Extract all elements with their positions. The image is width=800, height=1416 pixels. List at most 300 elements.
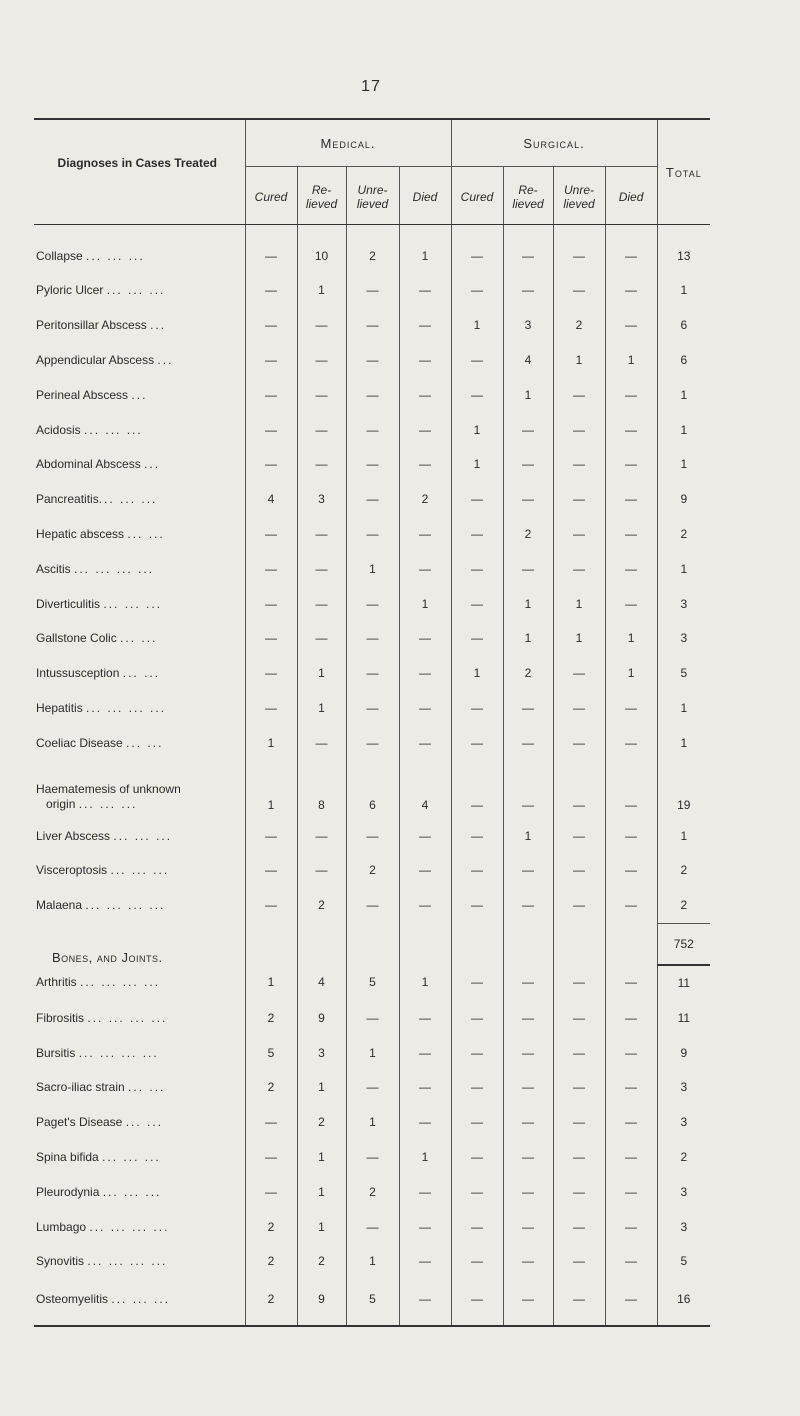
cell: 2 <box>245 1244 297 1279</box>
cell: — <box>605 551 657 586</box>
table-row <box>34 656 710 691</box>
table-row <box>34 760 710 818</box>
cell: — <box>503 1279 553 1326</box>
cell: — <box>245 691 297 726</box>
cell: 5 <box>346 965 399 1001</box>
table-row <box>34 551 710 586</box>
cell: — <box>605 1140 657 1175</box>
cell: — <box>451 1035 503 1070</box>
table-row <box>34 225 710 274</box>
cell: 6 <box>346 760 399 818</box>
blank-cell <box>245 923 297 965</box>
cell: — <box>297 412 346 447</box>
cell: — <box>346 888 399 923</box>
cell: — <box>605 482 657 517</box>
cell: 5 <box>245 1035 297 1070</box>
table-row <box>34 1070 710 1105</box>
cell: — <box>503 965 553 1001</box>
diagnosis-label: Pleurodynia ... ... ... <box>36 1184 162 1199</box>
cell: — <box>451 965 503 1001</box>
table-row <box>34 412 710 447</box>
diagnosis-label: Lumbago ... ... ... ... <box>36 1219 170 1234</box>
cell: — <box>605 760 657 818</box>
cell: — <box>451 1105 503 1140</box>
cell: — <box>346 621 399 656</box>
surgical-relieved-header: Re- lieved <box>503 167 553 225</box>
total-cell: 3 <box>657 1105 710 1140</box>
total-header: Total <box>657 119 710 225</box>
cell: — <box>553 1070 605 1105</box>
cell: 3 <box>297 482 346 517</box>
cell: 1 <box>245 725 297 760</box>
cell: — <box>399 1000 451 1035</box>
cell: — <box>553 517 605 552</box>
cell: — <box>503 1244 553 1279</box>
cell: — <box>346 343 399 378</box>
cell: — <box>346 377 399 412</box>
total-cell: 3 <box>657 621 710 656</box>
diagnosis-label: Bursitis ... ... ... ... <box>36 1045 159 1060</box>
cell: — <box>605 1244 657 1279</box>
diagnosis-label: Perineal Abscess ... <box>36 387 148 402</box>
cell: — <box>553 760 605 818</box>
cell: 5 <box>346 1279 399 1326</box>
cell: — <box>245 888 297 923</box>
cell: — <box>399 1070 451 1105</box>
cell: — <box>245 586 297 621</box>
diagnosis-label: Pyloric Ulcer ... ... ... <box>36 283 166 298</box>
table-row <box>34 517 710 552</box>
diagnosis-label: Spina bifida ... ... ... <box>36 1149 161 1164</box>
cell: 2 <box>297 1244 346 1279</box>
table-row <box>34 725 710 760</box>
diagnosis-label: Visceroptosis ... ... ... <box>36 863 170 878</box>
cell: — <box>399 656 451 691</box>
cell: — <box>553 1000 605 1035</box>
total-cell: 9 <box>657 1035 710 1070</box>
cell: — <box>503 1035 553 1070</box>
cell: — <box>399 1035 451 1070</box>
cell: — <box>346 517 399 552</box>
cell: 4 <box>503 343 553 378</box>
diagnosis-label: Collapse ... ... ... <box>36 249 145 263</box>
diagnosis-label: Liver Abscess ... ... ... <box>36 828 173 843</box>
cell: 1 <box>399 586 451 621</box>
total-cell: 6 <box>657 308 710 343</box>
cell: — <box>553 447 605 482</box>
cell: 9 <box>297 1000 346 1035</box>
total-cell: 3 <box>657 1209 710 1244</box>
section-title: Bones, and Joints. <box>52 949 163 965</box>
cell: 2 <box>245 1000 297 1035</box>
cell: — <box>503 725 553 760</box>
medical-unrelieved-header: Unre- lieved <box>346 167 399 225</box>
cell: — <box>346 586 399 621</box>
cell: — <box>553 818 605 853</box>
cell: — <box>605 1035 657 1070</box>
blank-cell <box>605 923 657 965</box>
cell: 1 <box>399 1140 451 1175</box>
cell: 3 <box>503 308 553 343</box>
cell: 2 <box>399 482 451 517</box>
cell: — <box>245 1140 297 1175</box>
cell: — <box>399 853 451 888</box>
cell: — <box>245 273 297 308</box>
cell: — <box>605 1279 657 1326</box>
section-row <box>34 923 710 965</box>
cell: 1 <box>605 656 657 691</box>
cell: — <box>245 1174 297 1209</box>
cell: — <box>346 656 399 691</box>
cell: 2 <box>346 853 399 888</box>
cell: — <box>503 1209 553 1244</box>
cell: — <box>503 691 553 726</box>
surgical-unrelieved-header: Unre- lieved <box>553 167 605 225</box>
cell: — <box>605 965 657 1001</box>
table-row <box>34 1000 710 1035</box>
cell: — <box>399 888 451 923</box>
cell: — <box>553 853 605 888</box>
cell: — <box>297 377 346 412</box>
cell: — <box>503 853 553 888</box>
cell: — <box>297 517 346 552</box>
diagnosis-label: Pancreatitis... ... ... <box>36 492 158 507</box>
cell: — <box>553 273 605 308</box>
cell: 2 <box>245 1279 297 1326</box>
medical-relieved-header: Re- lieved <box>297 167 346 225</box>
cell: 2 <box>245 1209 297 1244</box>
cell: — <box>297 308 346 343</box>
diagnosis-label: Acidosis ... ... ... <box>36 422 143 437</box>
cell: — <box>605 412 657 447</box>
cell: — <box>245 656 297 691</box>
cell: 1 <box>297 691 346 726</box>
cell: — <box>399 725 451 760</box>
table-row <box>34 691 710 726</box>
cell: — <box>346 1209 399 1244</box>
total-cell: 1 <box>657 725 710 760</box>
cell: — <box>605 1000 657 1035</box>
total-cell: 3 <box>657 586 710 621</box>
cell: 1 <box>451 308 503 343</box>
table-row <box>34 1174 710 1209</box>
cell: — <box>553 965 605 1001</box>
cell: 2 <box>503 517 553 552</box>
total-cell: 2 <box>657 888 710 923</box>
cell: — <box>245 225 297 274</box>
cell: — <box>503 273 553 308</box>
cell: — <box>297 343 346 378</box>
total-cell: 3 <box>657 1070 710 1105</box>
diagnosis-label: Synovitis ... ... ... ... <box>36 1254 168 1269</box>
blank-cell <box>451 923 503 965</box>
medical-died-header: Died <box>399 167 451 225</box>
total-cell: 19 <box>657 760 710 818</box>
cell: — <box>451 377 503 412</box>
cell: — <box>451 1070 503 1105</box>
table-row <box>34 965 710 1001</box>
cell: — <box>553 225 605 274</box>
cell: — <box>451 818 503 853</box>
cell: — <box>451 1174 503 1209</box>
diagnosis-label: Malaena ... ... ... ... <box>36 898 166 913</box>
blank-cell <box>503 923 553 965</box>
cell: — <box>297 818 346 853</box>
cell: — <box>605 853 657 888</box>
total-cell: 16 <box>657 1279 710 1326</box>
cell: 1 <box>245 760 297 818</box>
cell: — <box>451 1244 503 1279</box>
cell: — <box>605 377 657 412</box>
cell: 4 <box>297 965 346 1001</box>
cell: — <box>399 517 451 552</box>
cell: — <box>503 1174 553 1209</box>
cell: — <box>451 343 503 378</box>
table-row <box>34 586 710 621</box>
cell: — <box>451 1209 503 1244</box>
cell: — <box>346 447 399 482</box>
table-row <box>34 621 710 656</box>
surgical-died-header: Died <box>605 167 657 225</box>
cell: — <box>553 1209 605 1244</box>
cell: — <box>451 586 503 621</box>
cell: — <box>605 586 657 621</box>
cell: — <box>346 412 399 447</box>
cell: — <box>605 225 657 274</box>
blank-cell <box>399 923 451 965</box>
cell: 1 <box>297 656 346 691</box>
cell: — <box>553 656 605 691</box>
cell: 1 <box>346 1244 399 1279</box>
cell: — <box>553 551 605 586</box>
cell: — <box>553 691 605 726</box>
cell: — <box>605 818 657 853</box>
total-cell: 5 <box>657 1244 710 1279</box>
cell: 1 <box>503 377 553 412</box>
cell: 8 <box>297 760 346 818</box>
cell: — <box>605 1209 657 1244</box>
cell: 1 <box>605 343 657 378</box>
diagnoses-header: Diagnoses in Cases Treated <box>34 119 245 225</box>
diagnosis-label: Fibrositis ... ... ... ... <box>36 1010 168 1025</box>
cell: — <box>451 517 503 552</box>
diagnosis-label: Appendicular Abscess ... <box>36 352 174 367</box>
diagnosis-label: Coeliac Disease ... ... <box>36 735 164 750</box>
cell: 1 <box>503 621 553 656</box>
cell: — <box>245 343 297 378</box>
surgical-cured-header: Cured <box>451 167 503 225</box>
cell: — <box>297 853 346 888</box>
page-number: 17 <box>361 78 381 95</box>
cell: — <box>297 447 346 482</box>
cell: — <box>399 1105 451 1140</box>
cell: — <box>399 447 451 482</box>
cell: — <box>451 760 503 818</box>
table-row <box>34 343 710 378</box>
diagnosis-label: Abdominal Abscess ... <box>36 457 161 472</box>
cell: — <box>503 482 553 517</box>
table-row <box>34 818 710 853</box>
cell: — <box>553 1174 605 1209</box>
cell: — <box>451 1140 503 1175</box>
cell: — <box>399 818 451 853</box>
diagnosis-label: Paget's Disease ... ... <box>36 1115 164 1130</box>
diagnosis-label: Osteomyelitis ... ... ... <box>34 1279 245 1326</box>
cell: — <box>553 412 605 447</box>
cell: 10 <box>297 225 346 274</box>
cell: — <box>297 551 346 586</box>
total-cell: 2 <box>657 1140 710 1175</box>
total-cell: 11 <box>657 965 710 1001</box>
table-row <box>34 853 710 888</box>
cell: — <box>605 1174 657 1209</box>
cell: — <box>605 691 657 726</box>
total-cell: 13 <box>657 225 710 274</box>
cell: 2 <box>553 308 605 343</box>
cell: — <box>451 621 503 656</box>
cell: — <box>553 725 605 760</box>
cell: — <box>451 482 503 517</box>
diagnosis-label: Hepatitis ... ... ... ... <box>36 700 167 715</box>
cell: — <box>503 1070 553 1105</box>
cell: 1 <box>553 343 605 378</box>
subtotal-cell: 752 <box>657 923 710 965</box>
cell: — <box>503 225 553 274</box>
cell: — <box>451 551 503 586</box>
medical-cured-header: Cured <box>245 167 297 225</box>
cell: 1 <box>245 965 297 1001</box>
cell: — <box>553 1140 605 1175</box>
diagnosis-label: Peritonsillar Abscess ... <box>36 318 167 333</box>
cell: — <box>297 725 346 760</box>
diagnosis-label: Arthritis ... ... ... ... <box>36 975 161 990</box>
cell: — <box>399 273 451 308</box>
cell: 1 <box>399 965 451 1001</box>
cell: — <box>346 1140 399 1175</box>
blank-cell <box>346 923 399 965</box>
total-cell: 1 <box>657 691 710 726</box>
medical-header: Medical. <box>245 119 451 167</box>
cell: — <box>297 621 346 656</box>
cell: — <box>503 1105 553 1140</box>
cell: 1 <box>297 1070 346 1105</box>
table-row <box>34 482 710 517</box>
cell: — <box>605 273 657 308</box>
cell: 1 <box>297 1209 346 1244</box>
table-row <box>34 1105 710 1140</box>
cell: — <box>399 412 451 447</box>
diagnosis-label: Intussusception ... ... <box>36 666 161 681</box>
table-row <box>34 1209 710 1244</box>
cell: 1 <box>605 621 657 656</box>
cell: — <box>245 377 297 412</box>
blank-cell <box>297 923 346 965</box>
table-row <box>34 1279 710 1326</box>
table-row <box>34 447 710 482</box>
cell: 1 <box>297 273 346 308</box>
table-row <box>34 1035 710 1070</box>
table-row <box>34 273 710 308</box>
cell: — <box>451 888 503 923</box>
cell: 4 <box>399 760 451 818</box>
cell: 1 <box>346 1105 399 1140</box>
cell: — <box>399 691 451 726</box>
cell: — <box>451 273 503 308</box>
cell: — <box>245 412 297 447</box>
cell: 1 <box>346 1035 399 1070</box>
diagnosis-label: Ascitis ... ... ... ... <box>36 561 155 576</box>
total-cell: 5 <box>657 656 710 691</box>
cell: — <box>297 586 346 621</box>
cell: 1 <box>399 225 451 274</box>
cell: — <box>503 412 553 447</box>
cell: — <box>245 551 297 586</box>
cell: 9 <box>297 1279 346 1326</box>
cell: — <box>553 888 605 923</box>
total-cell: 2 <box>657 853 710 888</box>
cell: 3 <box>297 1035 346 1070</box>
cell: — <box>245 621 297 656</box>
cell: — <box>605 447 657 482</box>
cell: — <box>553 1244 605 1279</box>
total-cell: 1 <box>657 447 710 482</box>
total-cell: 9 <box>657 482 710 517</box>
cell: — <box>605 725 657 760</box>
cell: 1 <box>553 621 605 656</box>
cell: 1 <box>451 412 503 447</box>
total-cell: 1 <box>657 818 710 853</box>
cell: 2 <box>346 225 399 274</box>
surgical-header: Surgical. <box>451 119 657 167</box>
cell: — <box>503 551 553 586</box>
diagnosis-label: Haematemesis of unknown origin ... ... ... <box>36 782 181 812</box>
cell: 2 <box>245 1070 297 1105</box>
cell: 1 <box>503 818 553 853</box>
total-cell: 1 <box>657 273 710 308</box>
diagnosis-label: Diverticulitis ... ... ... <box>36 596 163 611</box>
blank-cell <box>553 923 605 965</box>
cell: 1 <box>553 586 605 621</box>
cell: — <box>553 377 605 412</box>
cell: 1 <box>503 586 553 621</box>
cell: 2 <box>297 1105 346 1140</box>
cell: — <box>245 818 297 853</box>
cell: — <box>399 1244 451 1279</box>
cell: 2 <box>503 656 553 691</box>
cell: — <box>346 273 399 308</box>
cell: — <box>399 621 451 656</box>
cell: 1 <box>297 1140 346 1175</box>
cell: — <box>346 1000 399 1035</box>
cell: — <box>451 725 503 760</box>
diagnosis-label: Sacro-iliac strain ... ... <box>36 1080 166 1095</box>
total-cell: 1 <box>657 412 710 447</box>
total-cell: 11 <box>657 1000 710 1035</box>
cell: — <box>245 1105 297 1140</box>
total-cell: 6 <box>657 343 710 378</box>
cell: — <box>553 1035 605 1070</box>
cell: — <box>245 308 297 343</box>
cell: — <box>605 1105 657 1140</box>
total-cell: 2 <box>657 517 710 552</box>
cell: — <box>245 853 297 888</box>
total-cell: 1 <box>657 551 710 586</box>
cell: — <box>245 447 297 482</box>
cell: 1 <box>297 1174 346 1209</box>
cell: — <box>451 225 503 274</box>
total-cell: 3 <box>657 1174 710 1209</box>
cell: 1 <box>346 551 399 586</box>
